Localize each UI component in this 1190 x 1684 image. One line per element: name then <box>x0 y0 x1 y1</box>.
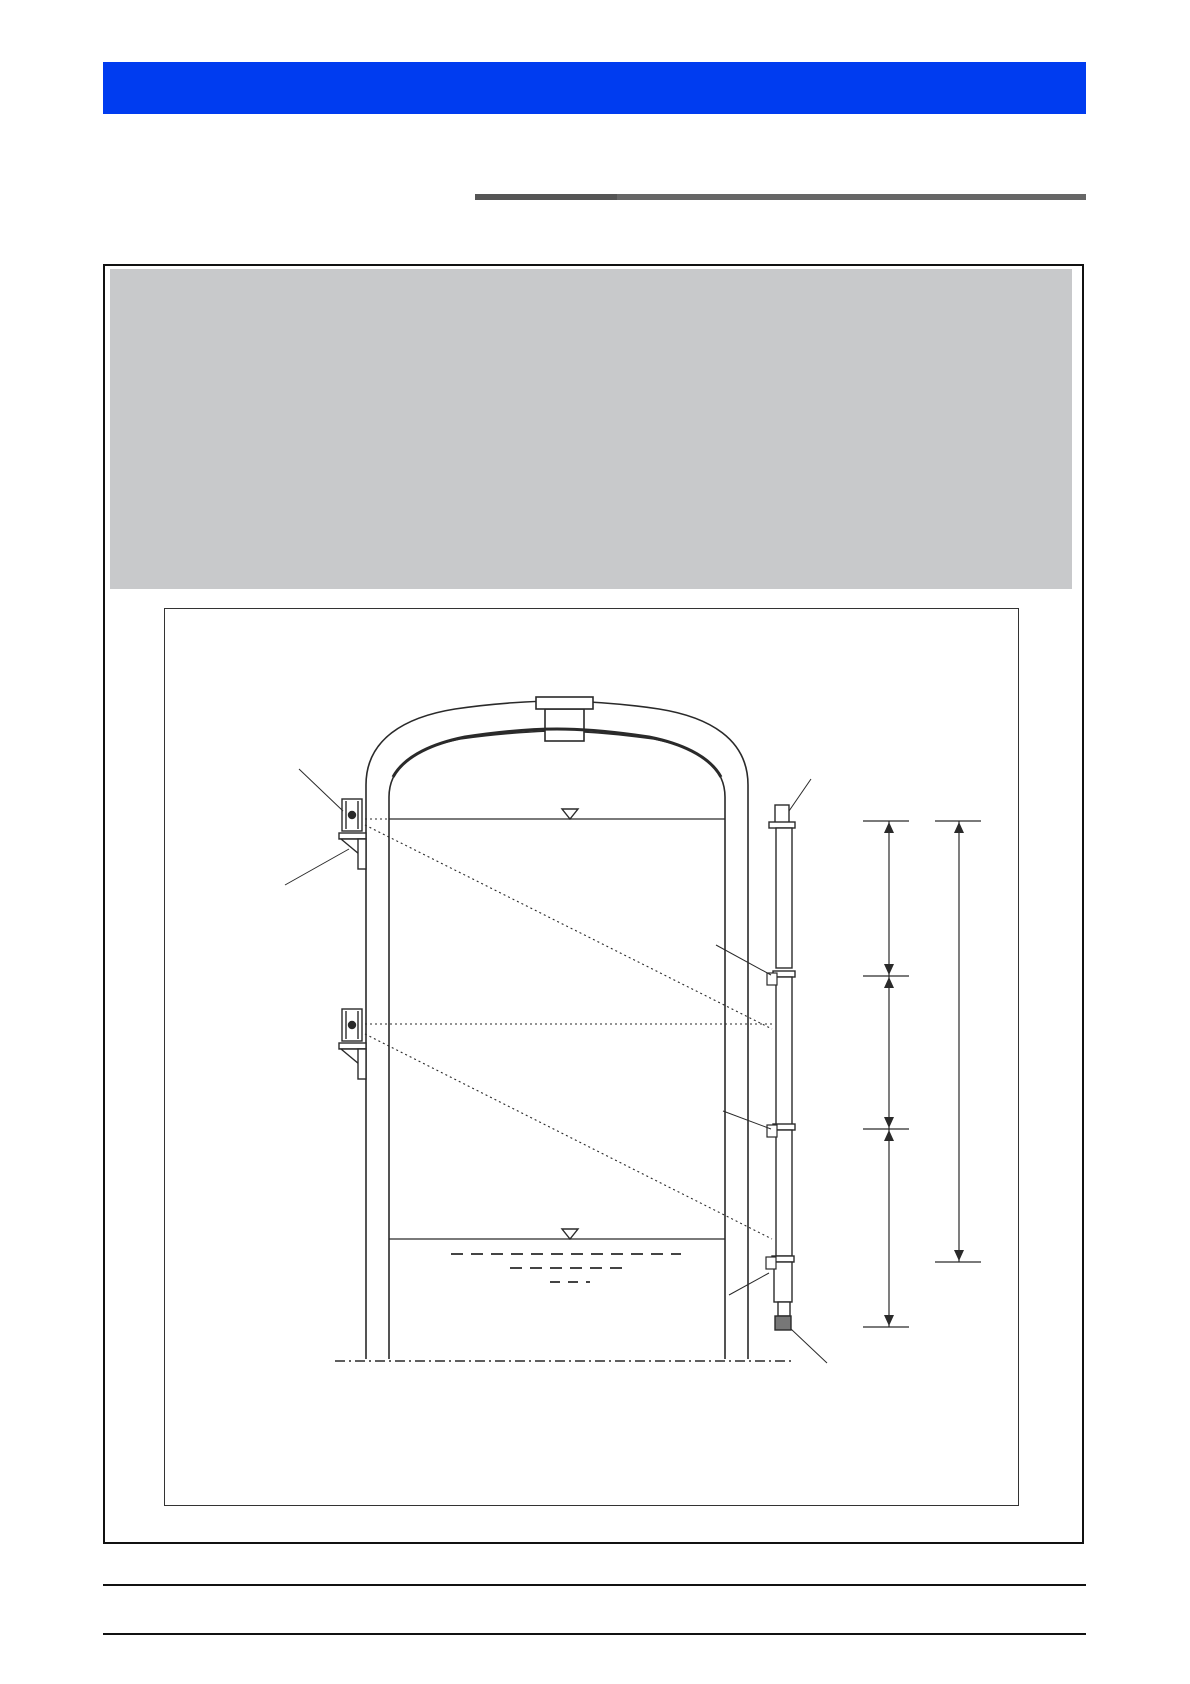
level-sensor-lower <box>342 1009 362 1041</box>
leader-lines-left <box>285 769 349 885</box>
top-nozzle <box>545 709 584 741</box>
footer-rule-top <box>103 1584 1086 1586</box>
support-bracket-upper <box>339 833 366 869</box>
vessel-inner-wall <box>389 731 725 1359</box>
section-rule-accent <box>475 194 617 200</box>
level-sensor-upper <box>342 799 362 831</box>
upper-level-marker <box>562 809 578 819</box>
leader-lines-right <box>716 779 827 1363</box>
lower-level-marker <box>562 1229 578 1239</box>
dimension-arrows <box>884 822 964 1326</box>
footer-rule-bottom <box>103 1633 1086 1635</box>
liquid-surface-dashes <box>451 1254 681 1282</box>
header-bar <box>103 62 1086 114</box>
vessel-outer-wall <box>366 701 748 1359</box>
top-flange <box>536 697 593 709</box>
vessel-diagram <box>165 609 1020 1507</box>
external-level-tube <box>769 805 795 1330</box>
sight-lines <box>365 819 772 1239</box>
support-bracket-lower <box>339 1043 366 1079</box>
info-panel <box>110 269 1072 589</box>
figure-frame <box>164 608 1019 1506</box>
